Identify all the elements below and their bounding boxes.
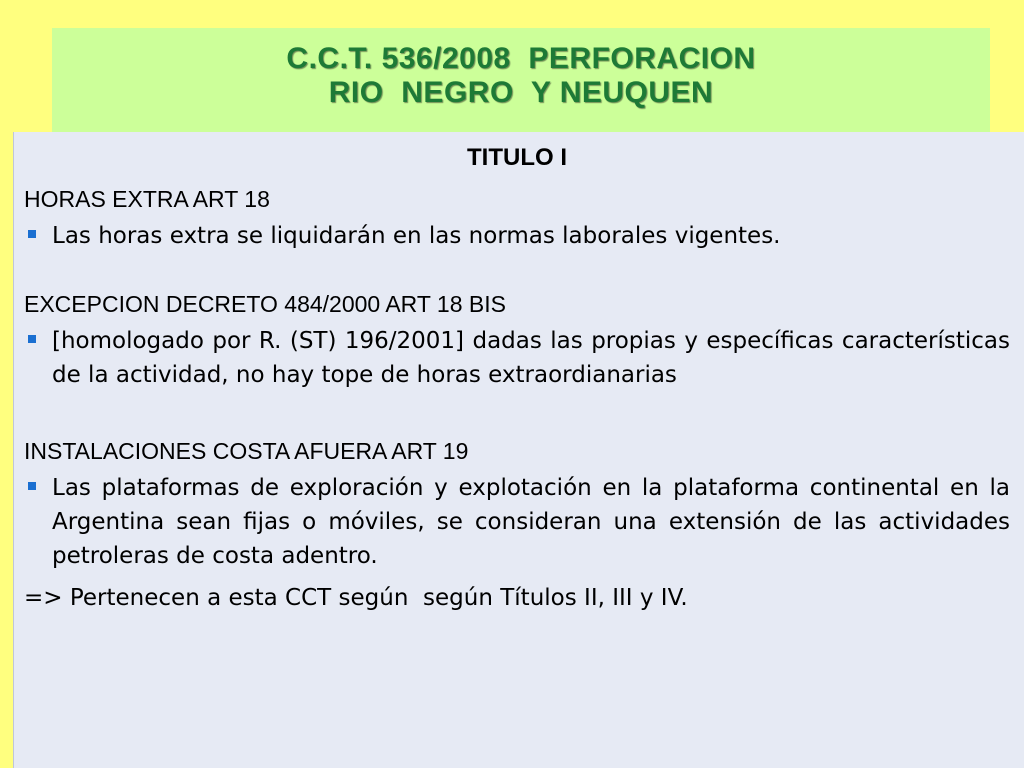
list-item: [24, 471, 1010, 573]
square-bullet-icon: [28, 335, 36, 343]
bullet-text: Las plataformas de exploración y explotación en la plataforma continental en la Argentina sean fijas o móviles, se consideran una extensión de las actividades petroleras de costa adentro.: [52, 475, 1010, 569]
slide-title-line-1: C.C.T. 536/2008 PERFORACION: [286, 42, 756, 75]
bullet-text: Las horas extra se liquidarán en las normas laborales vigentes.: [52, 223, 781, 249]
section-heading-instalaciones: INSTALACIONES COSTA AFUERA ART 19: [24, 438, 469, 464]
square-bullet-icon: [28, 230, 36, 238]
section-heading-excepcion: EXCEPCION DECRETO 484/2000 ART 18 BIS: [24, 291, 506, 317]
section-heading-horas-extra: HORAS EXTRA ART 18: [24, 186, 270, 212]
conclusion-line: => Pertenecen a esta CCT según según Títulos II, III y IV.: [24, 585, 688, 611]
slide-content-box: [13, 132, 1024, 768]
list-item: [24, 324, 1010, 392]
slide-title-box: [52, 28, 990, 132]
list-item: [24, 219, 1010, 253]
titulo-heading: TITULO I: [467, 144, 567, 171]
square-bullet-icon: [28, 482, 36, 490]
bullet-text: [homologado por R. (ST) 196/2001] dadas las propias y específicas características de la actividad, no hay tope de horas extraordianarias: [52, 328, 1010, 388]
slide-title-line-2: RIO NEGRO Y NEUQUEN: [328, 76, 714, 109]
